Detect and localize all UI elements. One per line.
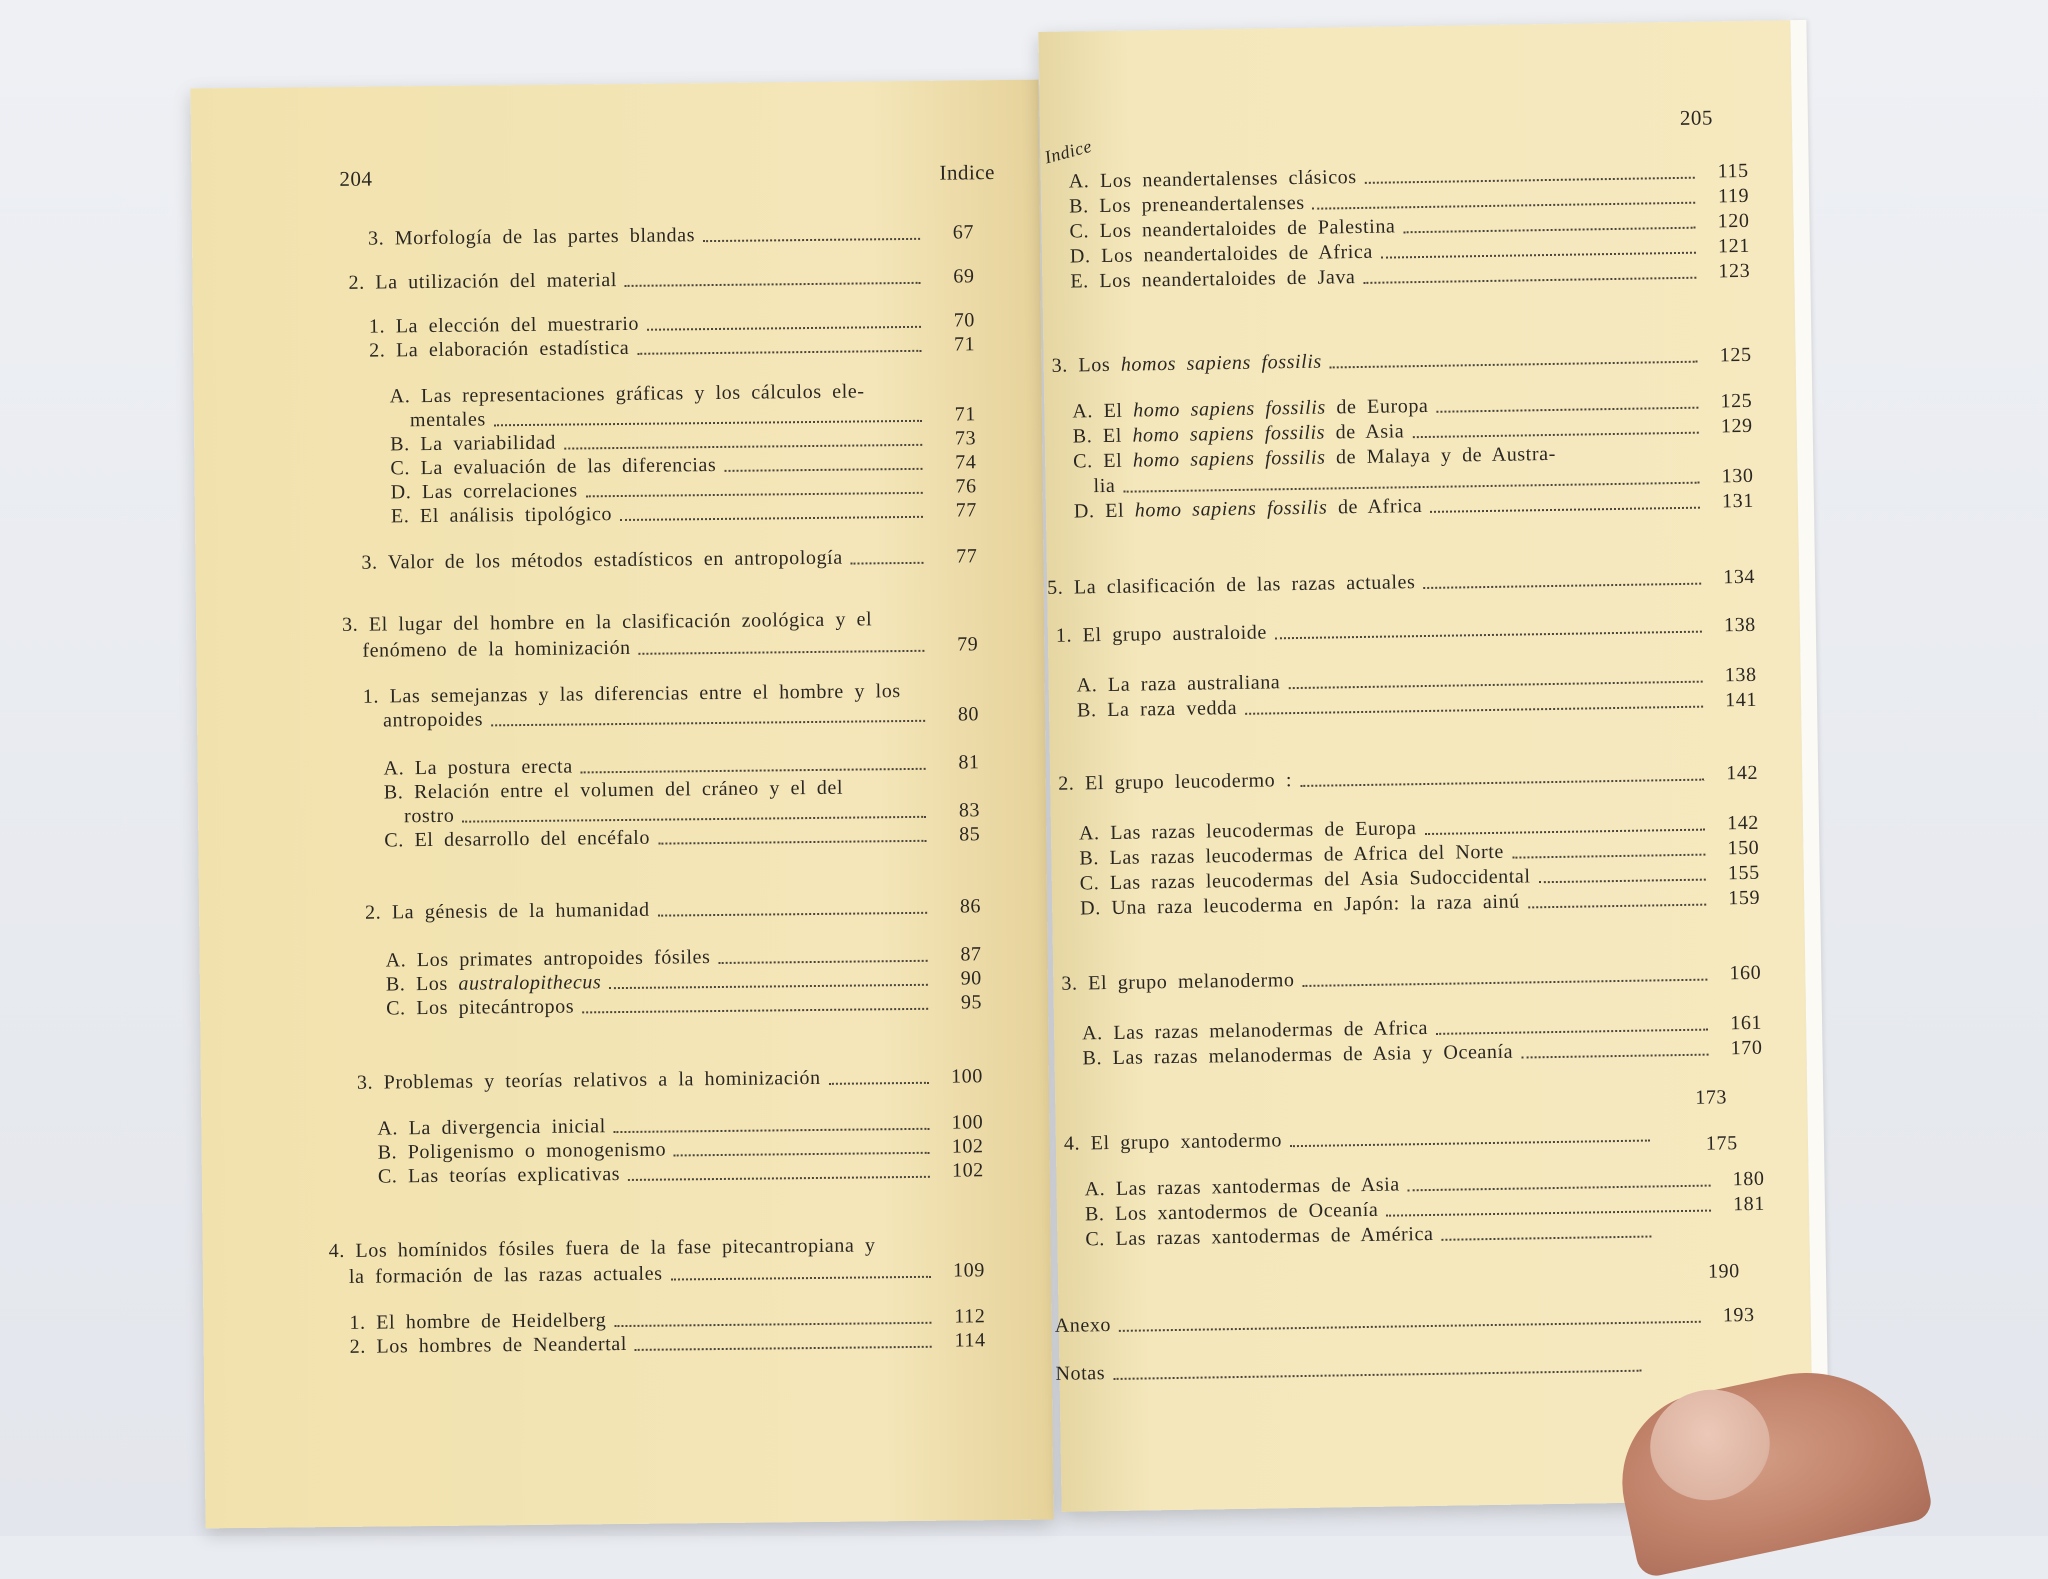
toc-entry: 1. El hombre de Heidelberg 112 [349, 1305, 986, 1334]
toc-entry: B. Los preneandertalenses 119 [1068, 184, 1750, 218]
toc-entry: antropoides 80 [382, 703, 980, 732]
toc-entry: 4. El grupo xantodermo [1064, 1122, 1704, 1156]
left-page [190, 80, 1053, 1529]
toc-entry-line1: B. Relación entre el volumen del cráneo y el del [383, 776, 844, 804]
toc-entry-line1: 3. El lugar del hombre en la clasificación zoológica y el [341, 608, 873, 636]
toc-entry: 2. Los hombres de Neandertal 114 [349, 1329, 986, 1358]
toc-entry: fenómeno de la hominización 79 [362, 633, 979, 662]
toc-page-number: 175 [1705, 1132, 1738, 1155]
toc-entry: 2. La génesis de la humanidad 86 [365, 895, 982, 924]
toc-entry: A. La raza australiana 138 [1076, 663, 1757, 697]
toc-entry: A. Las razas melanodermas de Africa 161 [1081, 1011, 1763, 1045]
toc-entry: D. Una raza leucoderma en Japón: la raza ainú 159 [1080, 886, 1761, 920]
toc-entry: C. Las teorías explicativas 102 [377, 1159, 984, 1188]
toc-entry: Notas [1055, 1352, 1695, 1386]
toc-entry: D. Los neandertaloides de Africa 121 [1069, 234, 1751, 268]
toc-entry: A. El homo sapiens fossilis de Europa 125 [1072, 389, 1753, 423]
toc-entry: 3. Morfología de las partes blandas 67 [367, 221, 975, 250]
toc-entry: 3. El grupo melanodermo 160 [1061, 961, 1762, 995]
toc-entry-line1: C. El homo sapiens fossilis de Malaya y de Austra- [1073, 442, 1557, 473]
toc-entry: A. Los neandertalenses clásicos 115 [1068, 159, 1749, 193]
toc-entry: E. Los neandertaloides de Java 123 [1070, 259, 1751, 293]
toc-entry: B. La raza vedda 141 [1076, 688, 1758, 722]
toc-entry: 2. El grupo leucodermo : 142 [1058, 761, 1759, 795]
toc-entry: 2. La utilización del material 69 [348, 265, 975, 294]
toc-entry: D. Las correlaciones 76 [390, 475, 977, 504]
toc-entry: Anexo 193 [1054, 1303, 1755, 1337]
toc-page-number: 173 [1695, 1086, 1728, 1109]
toc-entry: B. La variabilidad 73 [390, 427, 977, 456]
toc-entry: 2. La elaboración estadística 71 [369, 333, 976, 362]
toc-entry: 1. El grupo australoide 138 [1055, 613, 1756, 647]
toc-entry: A. Las razas leucodermas de Europa 142 [1078, 811, 1760, 845]
toc-entry: 1. La elección del muestrario 70 [368, 309, 976, 338]
toc-entry: A. Las razas xantodermas de Asia 180 [1084, 1167, 1765, 1201]
page-number: 204 [339, 166, 373, 191]
toc-entry: 5. La clasificación de las razas actuales 134 [1046, 565, 1756, 599]
page-number: 205 [1679, 105, 1714, 130]
toc-entry: C. La evaluación de las diferencias 74 [390, 451, 977, 480]
toc-entry: mentales 71 [409, 403, 977, 432]
toc-entry: la formación de las razas actuales 109 [348, 1259, 986, 1288]
toc-entry-line1: 4. Los homínidos fósiles fuera de la fase pitecantropiana y [328, 1234, 876, 1263]
toc-entry: B. Poligenismo o monogenismo 102 [377, 1135, 984, 1164]
toc-entry: D. El homo sapiens fossilis de Africa 131 [1073, 489, 1755, 523]
toc-entry: E. El análisis tipológico 77 [390, 499, 978, 528]
toc-entry: B. El homo sapiens fossilis de Asia 129 [1072, 414, 1753, 448]
running-head: Indice [1042, 135, 1094, 168]
running-head: Indice [939, 160, 996, 185]
toc-entry: C. Las razas leucodermas del Asia Sudoccidental 155 [1079, 861, 1760, 895]
toc-entry: 3. Problemas y teorías relativos a la hominización 100 [356, 1065, 983, 1094]
toc-entry: 3. Los homos sapiens fossilis 125 [1051, 343, 1752, 377]
toc-entry: C. Los pitecántropos 95 [386, 991, 983, 1020]
toc-entry-line1: 1. Las semejanzas y las diferencias entre el hombre y los [362, 680, 901, 708]
toc-entry: A. La divergencia inicial 100 [377, 1111, 984, 1140]
toc-entry: B. Los australopithecus 90 [385, 967, 982, 996]
right-page [1038, 20, 1813, 1512]
toc-entry: B. Las razas leucodermas de Africa del Norte 150 [1079, 836, 1760, 870]
toc-page-number: 190 [1707, 1260, 1740, 1283]
toc-entry: rostro 83 [404, 799, 981, 828]
toc-entry-line1: A. Las representaciones gráficas y los cálculos ele- [389, 380, 865, 408]
toc-entry: A. La postura erecta 81 [383, 751, 980, 780]
toc-entry: C. El desarrollo del encéfalo 85 [384, 823, 981, 852]
toc-entry: B. Las razas melanodermas de Asia y Oceanía 170 [1082, 1036, 1763, 1070]
toc-entry: B. Los xantodermos de Oceanía 181 [1084, 1192, 1766, 1226]
toc-entry: A. Los primates antropoides fósiles 87 [385, 943, 982, 972]
toc-entry: C. Los neandertaloides de Palestina 120 [1069, 209, 1750, 243]
toc-entry: C. Las razas xantodermas de América [1085, 1218, 1705, 1252]
toc-entry: lia 130 [1093, 464, 1754, 498]
toc-entry: 3. Valor de los métodos estadísticos en antropología 77 [361, 545, 978, 574]
